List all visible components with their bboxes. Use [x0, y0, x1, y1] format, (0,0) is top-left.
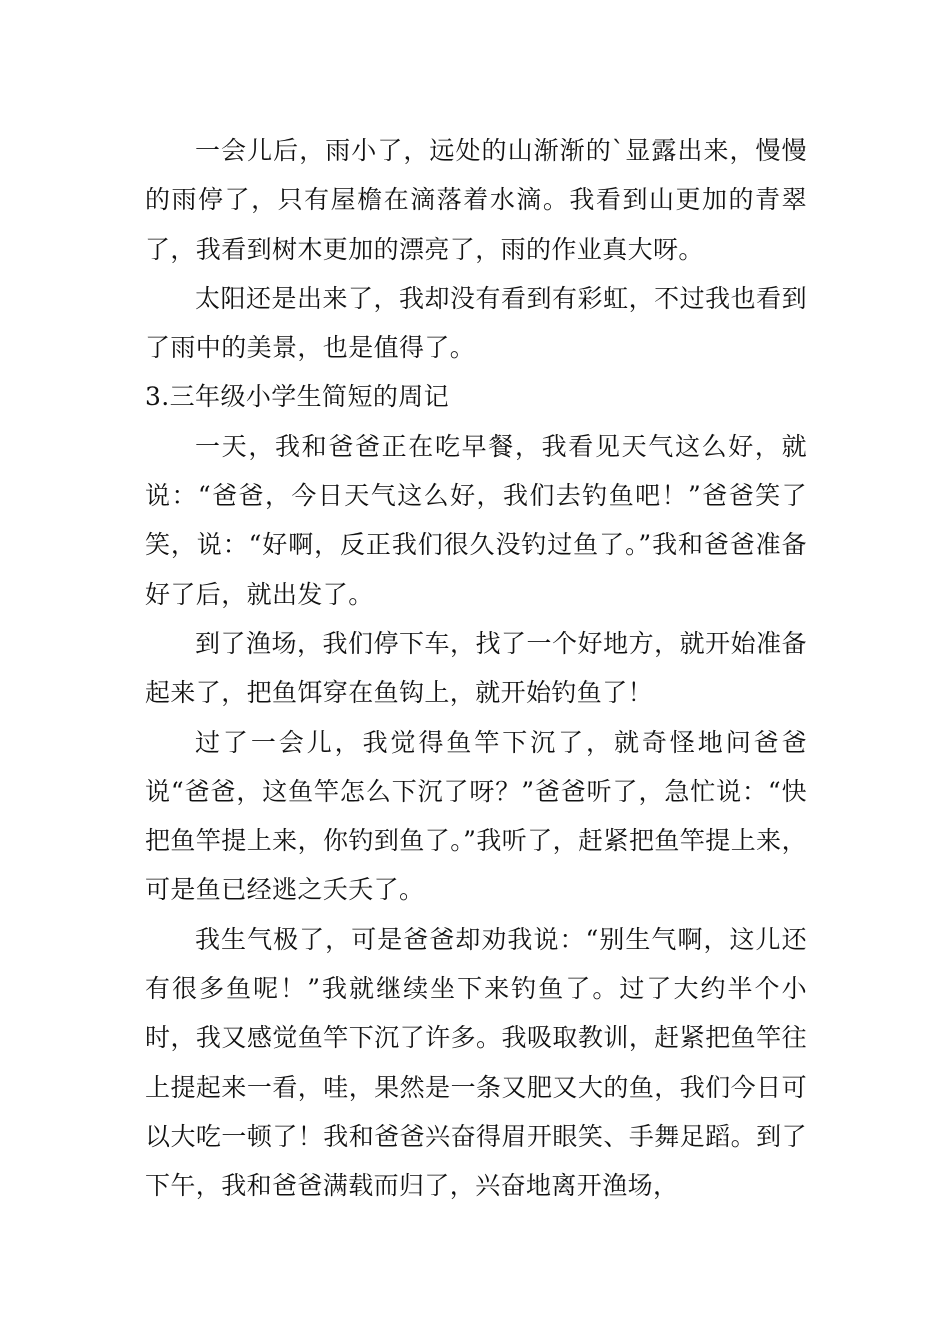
paragraph-big-catch: 我生气极了，可是爸爸却劝我说：“别生气啊，这儿还有很多鱼呢！”我就继续坐下来钓鱼了。过了大约半个小时，我又感觉鱼竿下沉了许多。我吸取教训，赶紧把鱼竿往上提起来一看，哇，果然是一条又肥又大的鱼，我们今日可以大吃一顿了！我和爸爸兴奋得眉开眼笑、手舞足蹈。到了下午，我和爸爸满载而归了，兴奋地离开渔场，: [145, 924, 807, 1201]
paragraph-sun-out: 太阳还是出来了，我却没有看到有彩虹，不过我也看到了雨中的美景，也是值得了。: [145, 283, 807, 363]
paragraph-breakfast: 一天，我和爸爸正在吃早餐，我看见天气这么好，就说：“爸爸，今日天气这么好，我们去钓鱼吧！”爸爸笑了笑，说：“好啊，反正我们很久没钓过鱼了。”我和爸爸准备好了后，就出发了。: [145, 431, 807, 609]
paragraph-first-bite: 过了一会儿，我觉得鱼竿下沉了，就奇怪地问爸爸说“爸爸，这鱼竿怎么下沉了呀？”爸爸听了，急忙说：“快把鱼竿提上来，你钓到鱼了。”我听了，赶紧把鱼竿提上来，可是鱼已经逃之夭夭了。: [145, 727, 807, 905]
paragraph-fishing-spot: 到了渔场，我们停下车，找了一个好地方，就开始准备起来了，把鱼饵穿在鱼钩上，就开始钓鱼了！: [145, 628, 807, 708]
paragraph-rain-stops: 一会儿后，雨小了，远处的山渐渐的`显露出来，慢慢的雨停了，只有屋檐在滴落着水滴。我看到山更加的青翠了，我看到树木更加的漂亮了，雨的作业真大呀。: [145, 136, 807, 264]
section-heading: 3.三年级小学生简短的周记: [145, 382, 450, 412]
document-body: [145, 126, 807, 1211]
